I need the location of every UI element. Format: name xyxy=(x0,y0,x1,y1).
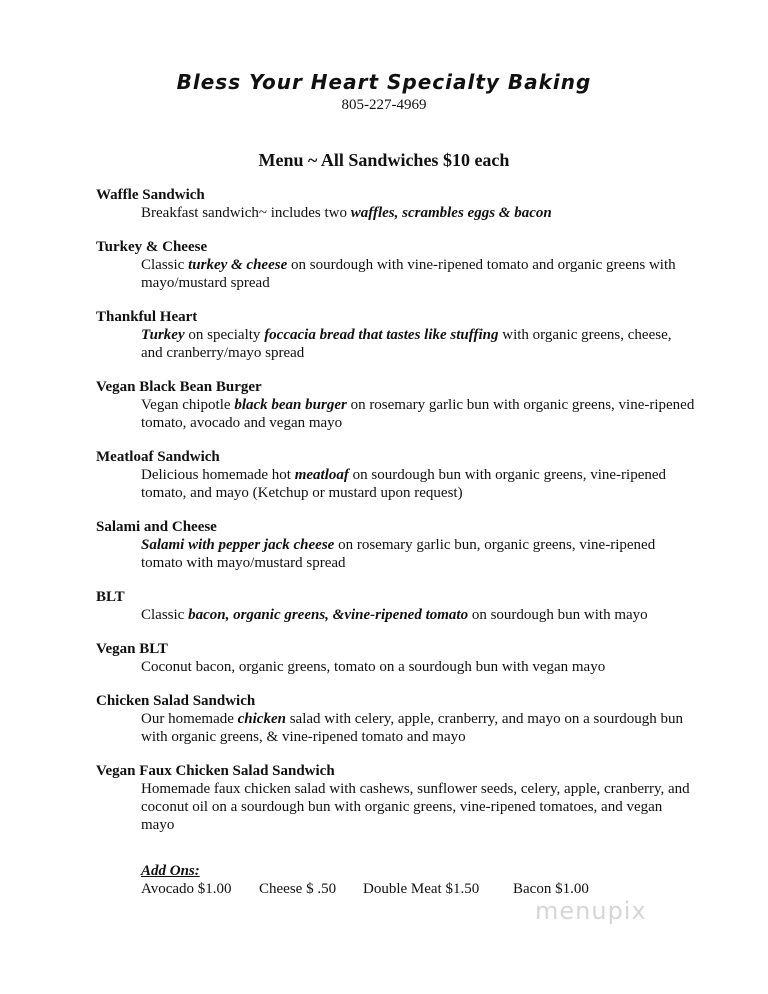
menu-item xyxy=(96,588,696,624)
item-name: Turkey & Cheese xyxy=(96,239,208,255)
menu-item xyxy=(96,640,696,676)
menu-item xyxy=(96,448,696,502)
addons-row xyxy=(141,880,589,898)
menu-list xyxy=(96,186,696,850)
business-name: Bless Your Heart Specialty Baking xyxy=(176,70,592,94)
addon-item: Avocado $1.00 xyxy=(141,881,232,897)
phone-number: 805-227-4969 xyxy=(341,97,427,113)
addon-item: Bacon $1.00 xyxy=(513,881,589,897)
menu-item xyxy=(96,518,696,572)
item-name: Salami and Cheese xyxy=(96,519,217,535)
item-description: Classic turkey & cheese on sourdough with vine-ripened tomato and organic greens with mayo/mustard spread xyxy=(141,257,676,291)
addon-item: Double Meat $1.50 xyxy=(363,881,480,897)
menu-item xyxy=(96,308,696,362)
addons-section xyxy=(141,862,589,898)
item-description: Salami with pepper jack cheese on rosemary garlic bun, organic greens, vine-ripened tomato with mayo/mustard spread xyxy=(141,537,656,571)
item-name: Waffle Sandwich xyxy=(96,187,205,203)
item-name: Vegan Faux Chicken Salad Sandwich xyxy=(96,763,335,779)
item-name: Thankful Heart xyxy=(96,309,198,325)
item-description: Our homemade chicken salad with celery, apple, cranberry, and mayo on a sourdough bun with organic greens, & vine-ripened tomato and mayo xyxy=(141,711,684,745)
item-name: Chicken Salad Sandwich xyxy=(96,693,256,709)
item-name: BLT xyxy=(96,589,125,605)
menu-item xyxy=(96,692,696,746)
item-description: Classic bacon, organic greens, &vine-ripened tomato on sourdough bun with mayo xyxy=(141,607,648,623)
item-description: Breakfast sandwich~ includes two waffles, scrambles eggs & bacon xyxy=(141,205,552,221)
item-description: Coconut bacon, organic greens, tomato on a sourdough bun with vegan mayo xyxy=(141,659,606,675)
item-name: Vegan BLT xyxy=(96,641,168,657)
item-name: Meatloaf Sandwich xyxy=(96,449,220,465)
item-description: Delicious homemade hot meatloaf on sourdough bun with organic greens, vine-ripened tomato, and mayo (Ketchup or mustard upon request) xyxy=(141,467,667,501)
menu-item xyxy=(96,378,696,432)
menu-heading: Menu ~ All Sandwiches $10 each xyxy=(258,150,510,170)
item-description: Vegan chipotle black bean burger on rosemary garlic bun with organic greens, vine-ripened tomato, avocado and vegan mayo xyxy=(141,397,695,431)
addon-item: Cheese $ .50 xyxy=(259,881,337,897)
menu-item xyxy=(96,186,696,222)
watermark-logo: menupix xyxy=(535,897,647,925)
addons-title: Add Ons: xyxy=(141,863,200,879)
item-name: Vegan Black Bean Burger xyxy=(96,379,262,395)
menu-item xyxy=(96,238,696,292)
menu-item xyxy=(96,762,696,834)
item-description: Turkey on specialty foccacia bread that tastes like stuffing with organic greens, cheese, and cranberry/mayo spread xyxy=(141,327,672,361)
item-description: Homemade faux chicken salad with cashews, sunflower seeds, celery, apple, cranberry, and coconut oil on a sourdough bun with organic greens, vine-ripened tomatoes, and vegan mayo xyxy=(141,781,690,833)
